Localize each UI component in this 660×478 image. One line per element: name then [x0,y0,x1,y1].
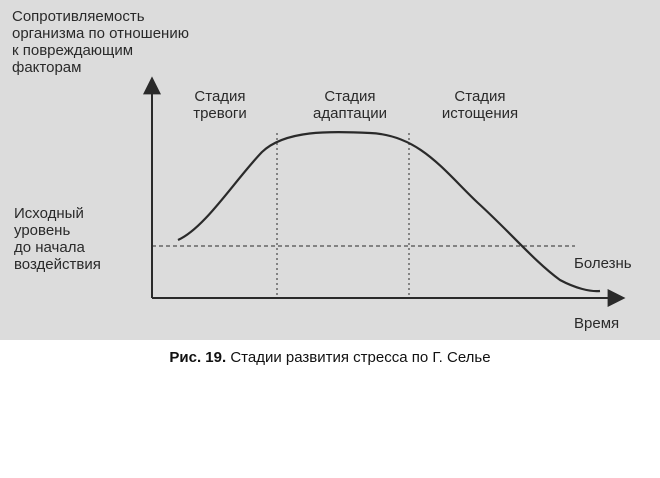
stage-label-adaptation: Стадия адаптации [313,88,387,122]
caption-text: Стадии развития стресса по Г. Селье [226,349,491,366]
stage-label-exhaustion: Стадия истощения [441,88,519,122]
y-axis-label: Сопротивляемость организма по отношению к повреждающим факторам [12,8,189,76]
baseline-label: Исходный уровень до начала воздействия [14,205,101,273]
x-axis-label: Время [574,315,620,332]
caption-number: Рис. 19. [169,349,227,366]
illness-label: Болезнь [574,255,632,272]
resistance-curve [178,132,600,291]
figure-caption [0,349,660,366]
stage-label-alarm: Стадия тревоги [193,88,247,122]
